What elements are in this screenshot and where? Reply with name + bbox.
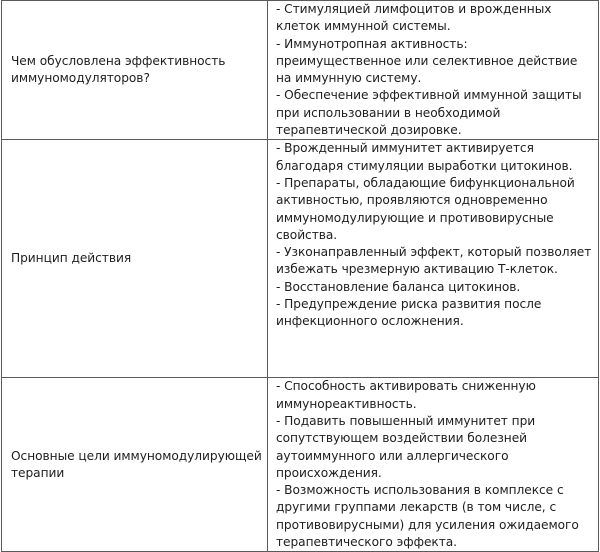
table-row [2, 378, 599, 552]
answer-item: - Иммунотропная активность: преимущественное или селективное действие на иммунную систему. [276, 36, 578, 86]
answer-cell [268, 378, 599, 552]
table-row [2, 1, 599, 140]
question-cell [2, 140, 268, 378]
question-text: Чем обусловлена эффективность иммуномодуляторов? [11, 53, 226, 86]
answer-item: - Способность активировать сниженную иммунореактивность. [276, 379, 536, 411]
answer-item: - Врожденный иммунитет активируется благодаря стимуляции выработки цитокинов. [276, 141, 573, 173]
answer-item: - Предупреждение риска развития после инфекционного осложнения. [276, 297, 542, 329]
info-table [1, 0, 599, 552]
answer-item: - Восстановление баланса цитокинов. [276, 279, 521, 294]
answer-cell [268, 1, 599, 140]
answer-item: - Возможность использования в комплексе с другими группами лекарств (в том числе, с противовирусными) для усиления ожидаемого терапевтического эффекта. [276, 483, 579, 550]
answer-item: - Обеспечение эффективной иммунной защиты при использовании в необходимой терапевтической дозировке. [276, 88, 582, 138]
question-cell [2, 378, 268, 552]
answer-item: - Стимуляцией лимфоцитов и врожденных клеток иммунной системы. [276, 2, 552, 34]
answer-item: - Подавить повышенный иммунитет при сопутствующем воздействии болезней аутоиммунного или аллергического происхождения. [276, 413, 536, 480]
table-row [2, 140, 599, 378]
question-text: Принцип действия [11, 251, 132, 266]
question-cell [2, 1, 268, 140]
answer-item: - Препараты, обладающие бифункциональной активностью, проявляются одновременно иммуномодулирующие и противовирусные свойства. [276, 175, 575, 242]
answer-cell [268, 140, 599, 378]
question-text: Основные цели иммуномодулирующей терапии [11, 448, 262, 480]
answer-item: - Узконаправленный эффект, который позволяет избежать чрезмерную активацию Т-клеток. [276, 245, 592, 277]
